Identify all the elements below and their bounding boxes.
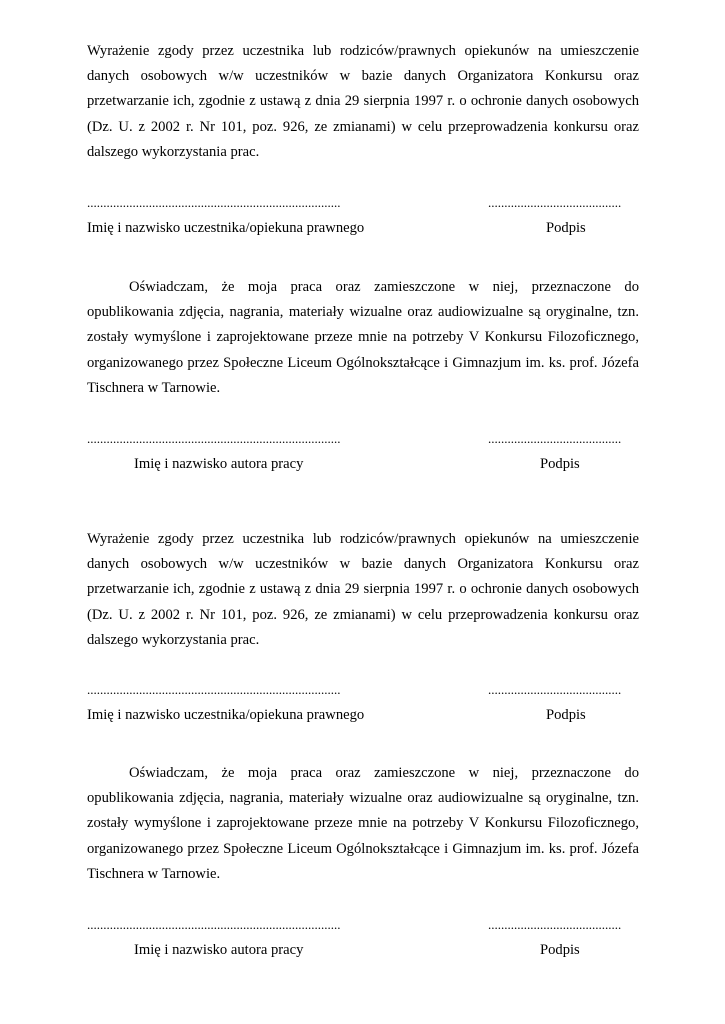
name-signature-line[interactable]: .............................................................................. xyxy=(87,682,341,697)
declaration-paragraph xyxy=(87,275,639,401)
participant-guardian-name-label: Imię i nazwisko uczestnika/opiekuna prawnego xyxy=(87,220,365,236)
paragraph-line: Wyrażenie zgody przez uczestnika lub rodziców/prawnych opiekunów na umieszczenie xyxy=(87,531,639,547)
paragraph-line: zostały wymyślone i zaprojektowane przeze mnie na potrzeby V Konkursu Filozoficznego, xyxy=(87,329,639,346)
signature-label: Podpis xyxy=(546,707,586,723)
name-signature-line[interactable]: .............................................................................. xyxy=(87,195,341,210)
author-name-label: Imię i nazwisko autora pracy xyxy=(134,456,304,472)
paragraph-line: Tischnera w Tarnowie. xyxy=(87,379,221,396)
signature-line[interactable]: ......................................... xyxy=(488,431,622,446)
signature-line[interactable]: ......................................... xyxy=(488,195,622,210)
paragraph-line: organizowanego przez Społeczne Liceum Ogólnokształcące i Gimnazjum im. ks. prof. Józefa xyxy=(87,840,639,857)
declaration-paragraph xyxy=(87,761,639,887)
paragraph-line: opublikowania zdjęcia, nagrania, materiały wizualne oraz audiowizualne są oryginalne, tzn. xyxy=(87,790,639,807)
participant-guardian-name-label: Imię i nazwisko uczestnika/opiekuna prawnego xyxy=(87,707,365,723)
paragraph-line: dalszego wykorzystania prac. xyxy=(87,143,260,160)
paragraph-line: dalszego wykorzystania prac. xyxy=(87,631,260,648)
signature-line[interactable]: ......................................... xyxy=(488,682,622,697)
paragraph-line: danych osobowych w/w uczestników w bazie danych Organizatora Konkursu oraz xyxy=(87,556,639,573)
paragraph-line: Tischnera w Tarnowie. xyxy=(87,865,221,882)
paragraph-line: organizowanego przez Społeczne Liceum Ogólnokształcące i Gimnazjum im. ks. prof. Józefa xyxy=(87,354,639,371)
paragraph-line: przetwarzanie ich, zgodnie z ustawą z dnia 29 sierpnia 1997 r. o ochronie danych osobowych xyxy=(87,93,639,110)
paragraph-line: danych osobowych w/w uczestników w bazie danych Organizatora Konkursu oraz xyxy=(87,68,639,85)
signature-label: Podpis xyxy=(546,220,586,236)
paragraph-line: Wyrażenie zgody przez uczestnika lub rodziców/prawnych opiekunów na umieszczenie xyxy=(87,43,639,59)
paragraph-line: Oświadczam, że moja praca oraz zamieszczone w niej, przeznaczone do xyxy=(129,279,639,295)
signature-label: Podpis xyxy=(540,942,580,958)
name-signature-line[interactable]: .............................................................................. xyxy=(87,431,341,446)
paragraph-line: zostały wymyślone i zaprojektowane przeze mnie na potrzeby V Konkursu Filozoficznego, xyxy=(87,815,639,832)
paragraph-line: opublikowania zdjęcia, nagrania, materiały wizualne oraz audiowizualne są oryginalne, tzn. xyxy=(87,304,639,321)
paragraph-line: (Dz. U. z 2002 r. Nr 101, poz. 926, ze zmianami) w celu przeprowadzenia konkursu oraz xyxy=(87,118,639,135)
signature-line[interactable]: ......................................... xyxy=(488,917,622,932)
consent-paragraph xyxy=(87,39,639,165)
signature-label: Podpis xyxy=(540,456,580,472)
paragraph-line: Oświadczam, że moja praca oraz zamieszczone w niej, przeznaczone do xyxy=(129,765,639,781)
paragraph-line: (Dz. U. z 2002 r. Nr 101, poz. 926, ze zmianami) w celu przeprowadzenia konkursu oraz xyxy=(87,606,639,623)
paragraph-line: przetwarzanie ich, zgodnie z ustawą z dnia 29 sierpnia 1997 r. o ochronie danych osobowych xyxy=(87,581,639,598)
consent-paragraph xyxy=(87,527,639,653)
name-signature-line[interactable]: .............................................................................. xyxy=(87,917,341,932)
author-name-label: Imię i nazwisko autora pracy xyxy=(134,942,304,958)
